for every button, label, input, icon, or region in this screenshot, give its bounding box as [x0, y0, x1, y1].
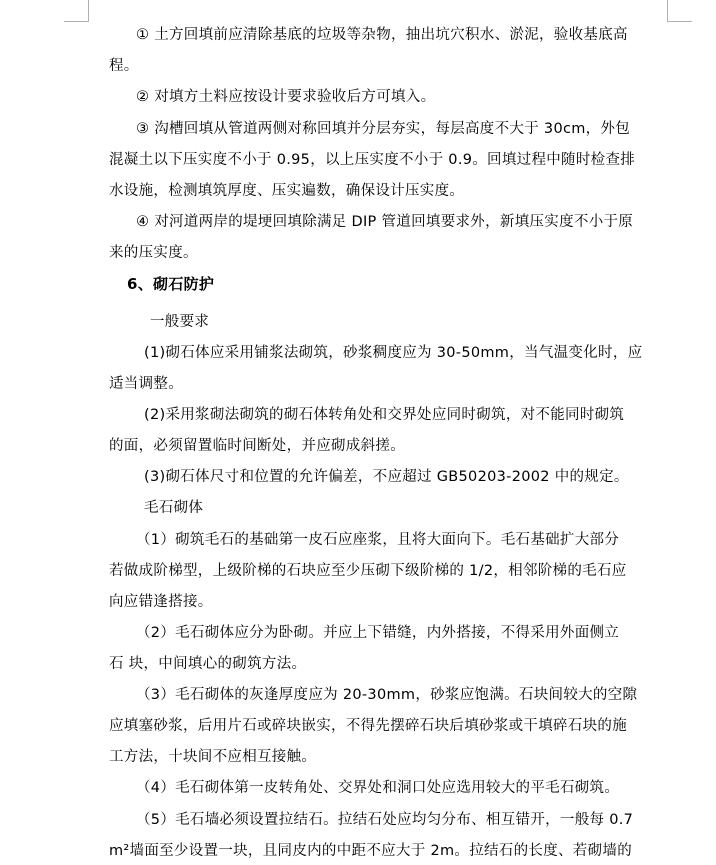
- section-heading: 6、砌石防护: [127, 275, 215, 293]
- crop-mark-top-right-horizontal: [667, 21, 692, 22]
- paragraph-line: （3）毛石砌体的灰逢厚度应为 20-30mm，砂浆应饱满。石块间较大的空隙: [136, 687, 638, 703]
- paragraph-line: 的面，必须留置临时间断处，并应砌成斜搓。: [109, 438, 405, 454]
- paragraph-line: 水设施，检测填筑厚度、压实遍数，确保设计压实度。: [109, 183, 465, 199]
- paragraph-line: 应填塞砂浆，后用片石或碎块嵌实，不得先摆碎石块后填砂浆或干填碎石块的施: [109, 718, 627, 734]
- paragraph-line: ④ 对河道两岸的堤埂回填除满足 DIP 管道回填要求外，新填压实度不小于原: [136, 214, 634, 230]
- paragraph-line: (2)采用浆砌法砌筑的砌石体转角处和交界处应同时砌筑，对不能同时砌筑: [144, 407, 625, 423]
- paragraph-line: 混凝土以下压实度不小于 0.95，以上压实度不小于 0.9。回填过程中随时检查排: [109, 152, 636, 168]
- paragraph-line: (3)砌石体尺寸和位置的允许偏差，不应超过 GB50203-2002 中的规定。: [144, 469, 629, 485]
- subsection-heading: 毛石砌体: [144, 500, 204, 516]
- paragraph-line: (1)砌石体应采用铺浆法砌筑，砂浆稠度应为 30-50mm，当气温变化时，应: [144, 345, 643, 361]
- crop-mark-top-left-vertical: [88, 0, 89, 22]
- paragraph-line: 适当调整。: [109, 376, 183, 392]
- crop-mark-top-right-vertical: [667, 0, 668, 22]
- paragraph-line: （2）毛石砌体应分为卧砌。并应上下错缝，内外搭接，不得采用外面侧立: [136, 625, 620, 641]
- paragraph-line: （1）砌筑毛石的基础第一皮石应座浆，且将大面向下。毛石基础扩大部分: [136, 532, 620, 548]
- paragraph-line: 石 块，中间填心的砌筑方法。: [109, 656, 307, 672]
- paragraph-line: 程。: [109, 58, 139, 74]
- paragraph-line: 向应错逢搭接。: [109, 594, 213, 610]
- paragraph-line: （5）毛石墙必须设置拉结石。拉结石处应均匀分布、相互错开，一般每 0.7: [136, 812, 634, 828]
- paragraph-line: ③ 沟槽回填从管道两侧对称回填并分层夯实，每层高度不大于 30cm，外包: [136, 121, 631, 137]
- paragraph-line: 来的压实度。: [109, 245, 198, 261]
- paragraph-line: ① 土方回填前应清除基底的垃圾等杂物，抽出坑穴积水、淤泥，验收基底高: [136, 27, 628, 43]
- crop-mark-top-left-horizontal: [64, 21, 89, 22]
- paragraph-line: 若做成阶梯型，上级阶梯的石块应至少压砌下级阶梯的 1/2，相邻阶梯的毛石应: [109, 563, 627, 579]
- subsection-heading: 一般要求: [150, 314, 210, 330]
- paragraph-line: m²墙面至少设置一块，且同皮内的中距不应大于 2m。拉结石的长度、若砌墙的: [109, 843, 632, 859]
- paragraph-line: （4）毛石砌体第一皮转角处、交界处和洞口处应选用较大的平毛石砌筑。: [136, 780, 620, 796]
- paragraph-line: ② 对填方土料应按设计要求验收后方可填入。: [136, 89, 436, 105]
- paragraph-line: 工方法，十块间不应相互接触。: [109, 749, 317, 765]
